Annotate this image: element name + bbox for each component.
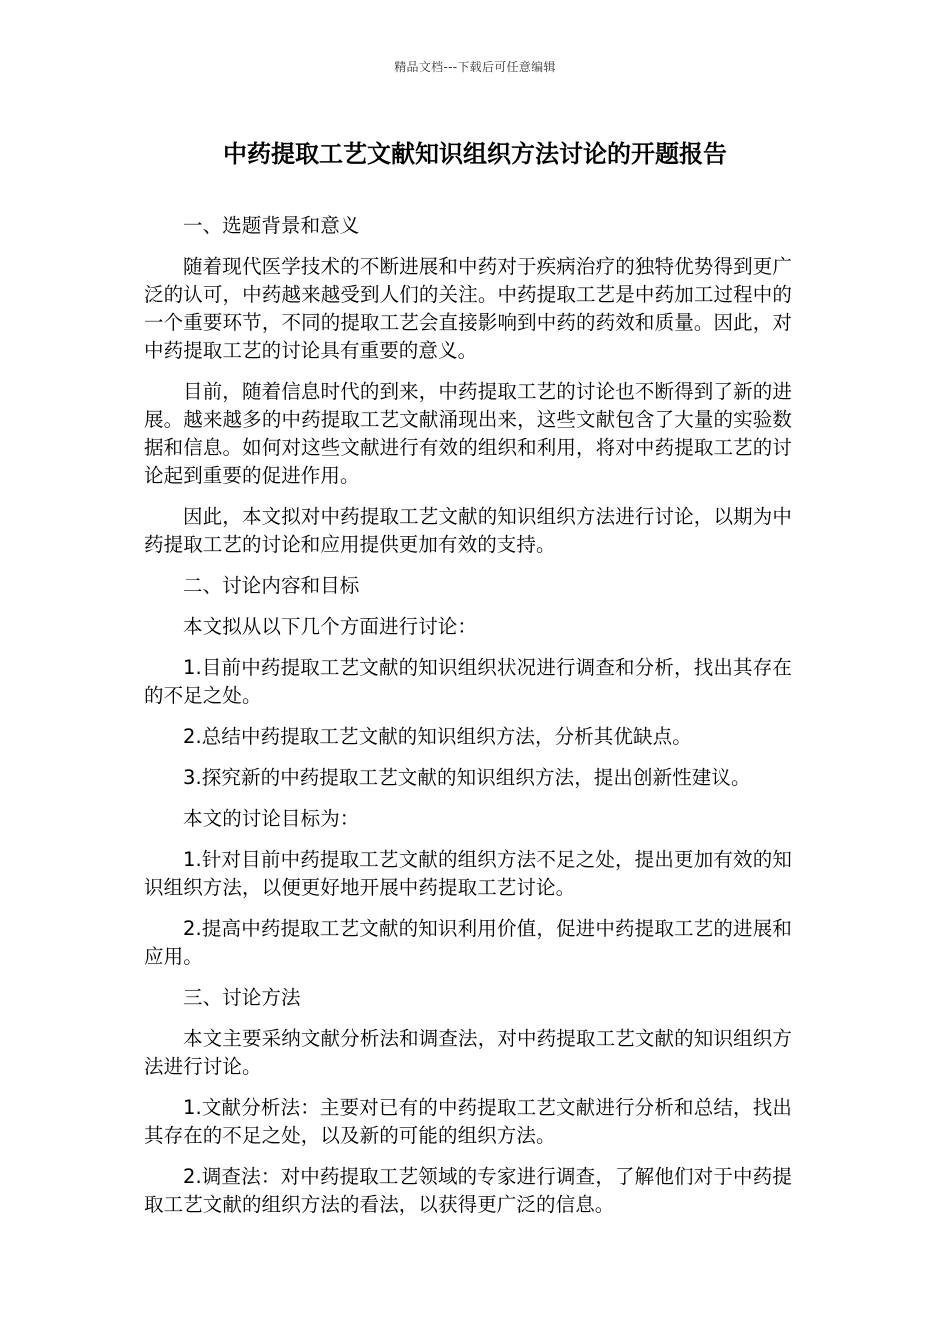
paragraph-background-1: 随着现代医学技术的不断进展和中药对于疾病治疗的独特优势得到更广泛的认可，中药越来越受到人们的关注。中药提取工艺是中药加工过程中的一个重要环节，不同的提取工艺会直接影响到中药的药效和质量。因此，对中药提取工艺的讨论具有重要的意义。 xyxy=(144,255,792,362)
section-heading-content: 二、讨论内容和目标 xyxy=(183,574,360,597)
list-item-method-1: 1.文献分析法：主要对已有的中药提取工艺文献进行分析和总结，找出其存在的不足之处，以及新的可能的组织方法。 xyxy=(144,1096,792,1147)
list-item-content-1: 1.目前中药提取工艺文献的知识组织状况进行调查和分析，找出其存在的不足之处。 xyxy=(144,656,792,707)
header-note: 精品文档---下载后可任意编辑 xyxy=(394,60,556,74)
list-item-goal-1: 1.针对目前中药提取工艺文献的组织方法不足之处，提出更加有效的知识组织方法，以便更好地开展中药提取工艺讨论。 xyxy=(144,848,792,899)
document-body xyxy=(144,212,792,1232)
paragraph-background-2: 目前，随着信息时代的到来，中药提取工艺的讨论也不断得到了新的进展。越来越多的中药提取工艺文献涌现出来，这些文献包含了大量的实验数据和信息。如何对这些文献进行有效的组织和利用，将对中药提取工艺的讨论起到重要的促进作用。 xyxy=(144,380,792,487)
paragraph-methods-intro: 本文主要采纳文献分析法和调查法，对中药提取工艺文献的知识组织方法进行讨论。 xyxy=(144,1027,792,1078)
paragraph-content-intro: 本文拟从以下几个方面进行讨论： xyxy=(183,615,478,638)
section-heading-background: 一、选题背景和意义 xyxy=(183,214,360,237)
document-title: 中药提取工艺文献知识组织方法讨论的开题报告 xyxy=(223,140,727,168)
list-item-content-3: 3.探究新的中药提取工艺文献的知识组织方法，提出创新性建议。 xyxy=(183,766,751,789)
list-item-content-2: 2.总结中药提取工艺文献的知识组织方法，分析其优缺点。 xyxy=(183,725,692,748)
list-item-method-2: 2.调查法：对中药提取工艺领域的专家进行调查，了解他们对于中药提取工艺文献的组织方法的看法，以获得更广泛的信息。 xyxy=(144,1165,792,1216)
paragraph-goals-intro: 本文的讨论目标为： xyxy=(183,807,360,830)
paragraph-background-3: 因此，本文拟对中药提取工艺文献的知识组织方法进行讨论，以期为中药提取工艺的讨论和应用提供更加有效的支持。 xyxy=(144,505,792,556)
section-heading-methods: 三、讨论方法 xyxy=(183,986,301,1009)
list-item-goal-2: 2.提高中药提取工艺文献的知识利用价值，促进中药提取工艺的进展和应用。 xyxy=(144,917,792,968)
